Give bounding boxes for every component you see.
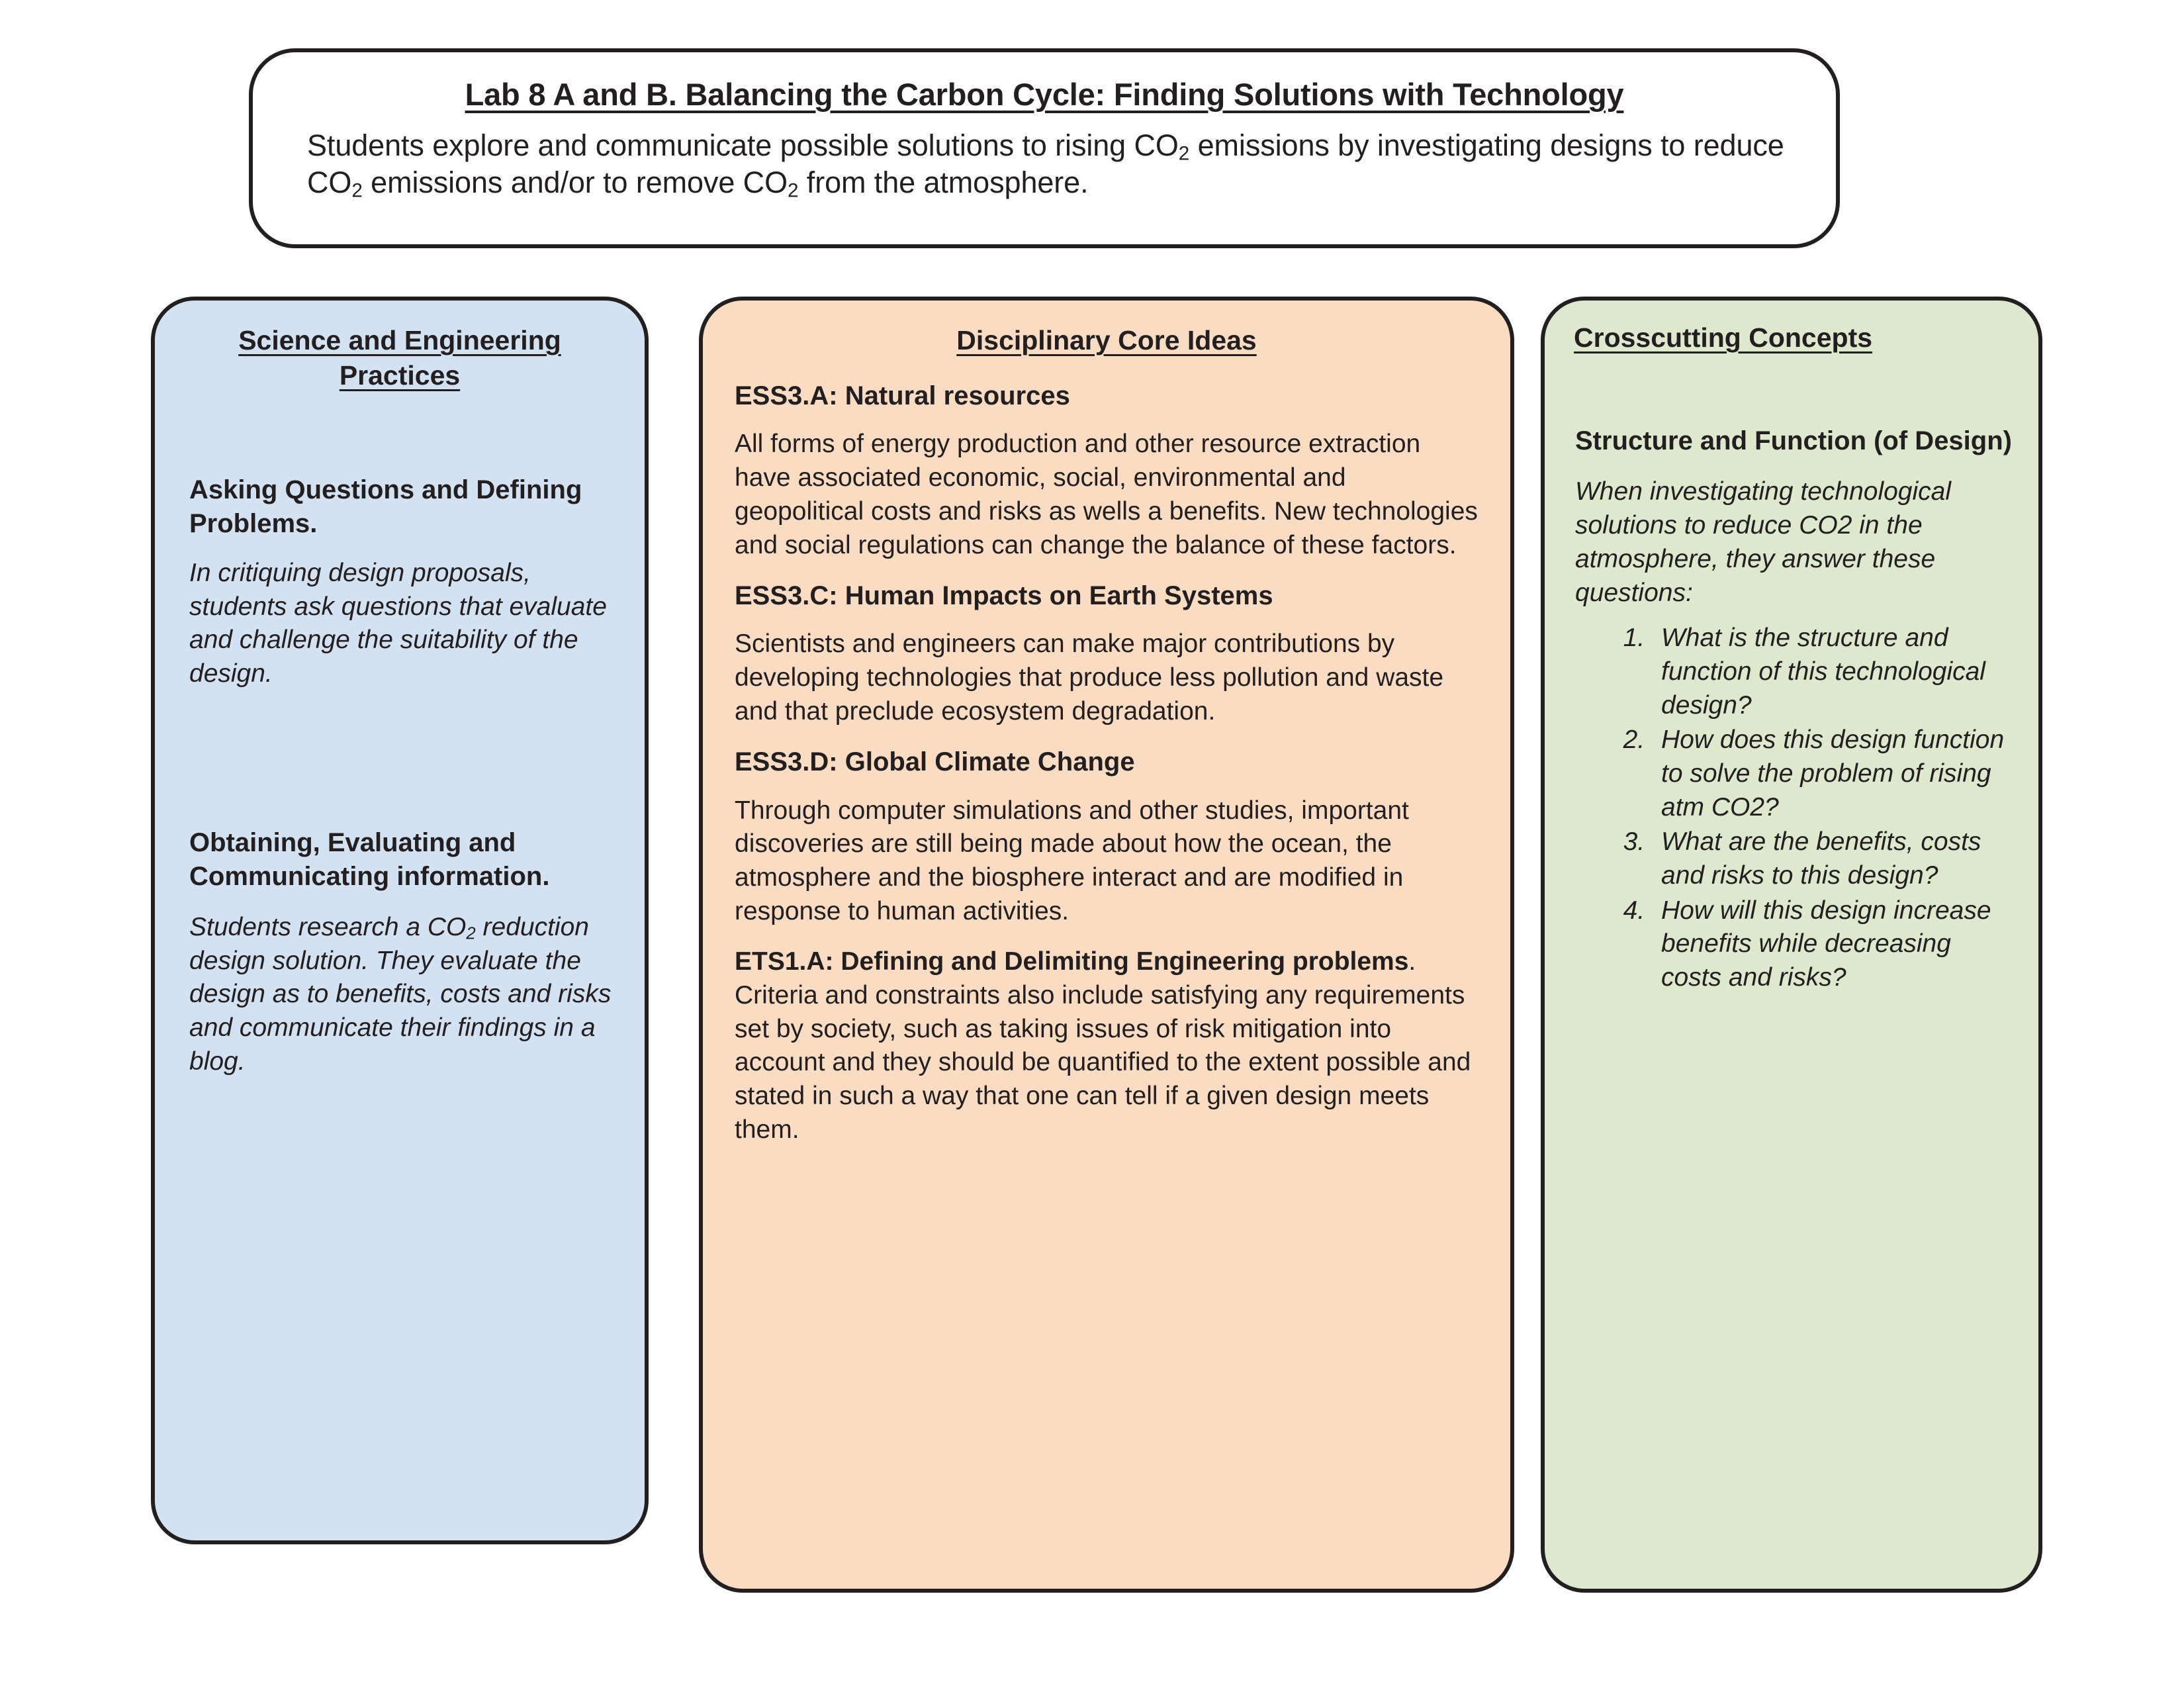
core-idea-heading-ess3c: ESS3.C: Human Impacts on Earth Systems (735, 581, 1273, 611)
list-item: 4. How will this design increase benefits while decreasing costs and risks? (1652, 894, 2015, 995)
header-description (253, 113, 1836, 201)
panel-disciplinary-core-ideas (699, 297, 1514, 1593)
core-idea-entry (735, 379, 1479, 562)
practice-heading-obtaining-evaluating: Obtaining, Evaluating and Communicating information. (189, 827, 550, 891)
core-idea-body-ess3a: All forms of energy production and other resource extraction have associated economic, social, environmental and geopolitical costs and risks as wells a benefits. New technologies and social regulations can change the balance of these factors. (735, 430, 1478, 559)
practice-heading-asking-questions: Asking Questions and Defining Problems. (189, 475, 582, 538)
co2-subscript: 2 (351, 179, 363, 202)
co2-subscript: 2 (787, 179, 799, 202)
core-idea-heading-ess3d: ESS3.D: Global Climate Change (735, 747, 1135, 777)
core-idea-entry (735, 745, 1479, 928)
panel-title-core-ideas (735, 323, 1479, 358)
practice-body-part2: reduction design solution. They evaluate the design as to benefits, costs and risks and communicate their findings in a blog. (189, 913, 612, 1076)
list-item: 1. What is the structure and function of this technological design? (1652, 622, 2015, 722)
header-description-line2-part1: designs to reduce CO (307, 128, 1784, 199)
panel-title-practices-text: Science and Engineering Practices (238, 325, 561, 391)
practice-entry (184, 826, 615, 1079)
header-description-line1-part1: Students explore and communicate possible solutions to rising CO (307, 128, 1179, 162)
core-idea-ets1a (735, 945, 1479, 1147)
core-idea-entry (735, 945, 1479, 1147)
header-banner (249, 48, 1840, 248)
practice-body-obtaining-evaluating (184, 911, 615, 1078)
header-description-line1-part2: emissions by investigating (1189, 128, 1542, 162)
core-idea-heading-ets1a: ETS1.A: Defining and Delimiting Engineering problems (735, 947, 1409, 976)
panel-science-engineering-practices (151, 297, 649, 1544)
list-item: 2. How does this design function to solve the problem of rising atm CO2? (1652, 724, 2015, 824)
crosscutting-heading-structure-function: Structure and Function (of Design) (1575, 426, 2012, 456)
panel-title-crosscutting-text: Crosscutting Concepts (1574, 322, 1873, 353)
core-idea-body-ess3c: Scientists and engineers can make major contributions by developing technologies that produce less pollution and waste and that preclude ecosystem degradation. (735, 630, 1444, 726)
header-description-line2-part2: emissions and/or to remove CO (362, 165, 788, 199)
practice-body-asking-questions: In critiquing design proposals, students ask questions that evaluate and challenge the suitability of the design. (189, 558, 607, 688)
list-item: 3. What are the benefits, costs and risks to this design? (1652, 825, 2015, 892)
crosscutting-question-list (1569, 622, 2015, 995)
page-title (253, 52, 1836, 113)
core-idea-heading-ess3a: ESS3.A: Natural resources (735, 381, 1070, 411)
core-idea-body-ess3d: Through computer simulations and other studies, important discoveries are still being made about how the ocean, the atmosphere and the biosphere interact and are modified in response to human activities. (735, 796, 1409, 925)
co2-subscript: 2 (466, 924, 476, 943)
practice-body-part1: Students research a CO (189, 913, 467, 942)
panel-title-core-ideas-text: Disciplinary Core Ideas (956, 325, 1257, 355)
panel-title-practices (184, 323, 615, 394)
panel-crosscutting-concepts (1541, 297, 2042, 1593)
crosscutting-intro-text: When investigating technological solutions to reduce CO2 in the atmosphere, they answer these questions: (1575, 477, 1952, 607)
header-description-line2-part3: from the atmosphere. (798, 165, 1089, 199)
co2-subscript: 2 (1178, 142, 1190, 165)
page-title-text: Lab 8 A and B. Balancing the Carbon Cycle: Finding Solutions with Technology (465, 77, 1624, 112)
core-idea-body-ets1a: . Criteria and constraints also include satisfying any requirements set by society, such as taking issues of risk mitigation into account and they should be quantified to the extent possible and stated in such a way that one can tell if a given design meets them. (735, 947, 1471, 1144)
practice-entry (184, 473, 615, 691)
core-idea-entry (735, 579, 1479, 728)
panel-title-crosscutting (1569, 320, 2015, 355)
